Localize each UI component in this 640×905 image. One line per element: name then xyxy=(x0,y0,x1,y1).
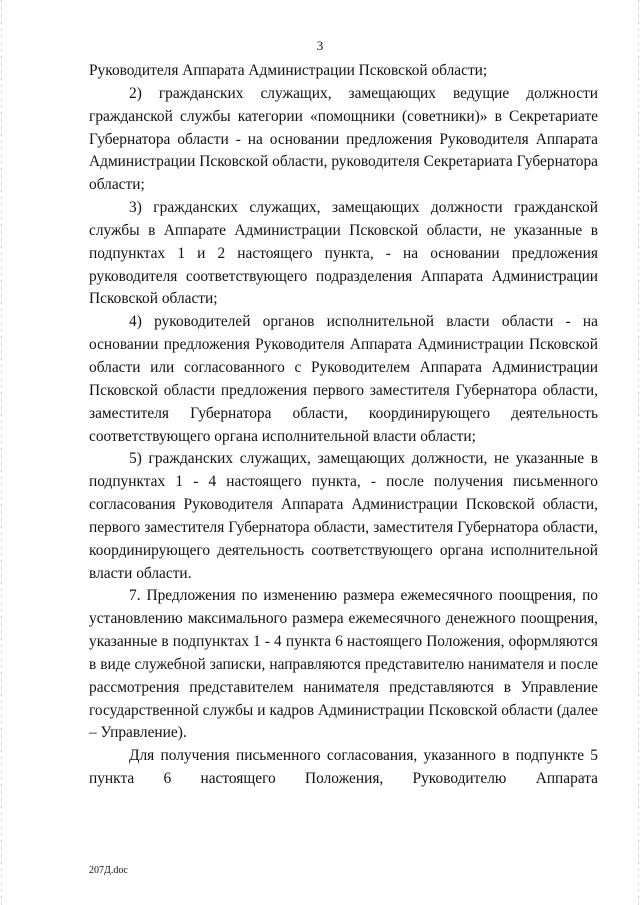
paragraph-item-5: 5) гражданских служащих, замещающих должности, не указанные в подпунктах 1 - 4 настоящего пункта, - после получения письменного согласования Руководителя Аппарата Администрации Псковской области, первого заместителя Губернатора области, заместителя Губернатора области, координирующего деятельность соответствующего органа исполнительной власти области. xyxy=(89,450,598,582)
paragraph-item-3: 3) гражданских служащих, замещающих должности гражданской службы в Аппарате Администрации Псковской области, не указанные в подпунктах 1 и 2 настоящего пункта, - на основании предложения руководителя соответствующего подразделения Аппарата Администрации Псковской области; xyxy=(89,199,598,308)
page-number: 3 xyxy=(316,38,324,53)
paragraph-item-2: 2) гражданских служащих, замещающих ведущие должности гражданской службы категории «помощники (советники)» в Секретариате Губернатора области - на основании предложения Руководителя Аппарата Администрации Псковской области, руководителя Секретариата Губернатора области; xyxy=(89,84,598,194)
paragraph-point-7: 7. Предложения по изменению размера ежемесячного поощрения, по установлению максимального размера ежемесячного денежного поощрения, указанные в подпунктах 1 - 4 пункта 6 настоящего Положения, оформляются в виде служебной записки, направляются представителю нанимателя и после рассмотрения представителем нанимателя представляются в Управление государственной службы и кадров Администрации Псковской области (далее – Управление). xyxy=(89,587,598,742)
scan-edge-left xyxy=(1,0,2,905)
scan-edge-right xyxy=(638,0,639,905)
paragraph-continuation: Руководителя Аппарата Администрации Псковской области; xyxy=(89,62,488,79)
paragraph-approval: Для получения письменного согласования, указанного в подпункте 5 пункта 6 настоящего Положения, Руководителю Аппарата xyxy=(89,747,598,788)
file-name-footer: 207Д.doc xyxy=(89,865,128,876)
document-body xyxy=(89,60,598,791)
paragraph-item-4: 4) руководителей органов исполнительной власти области - на основании предложения Руководителя Аппарата Администрации Псковской области или согласованного с Руководителем Аппарата Администрации Псковской области предложения первого заместителя Губернатора области, заместителя Губернатора области, координирующего деятельность соответствующего органа исполнительной власти области; xyxy=(89,313,598,445)
